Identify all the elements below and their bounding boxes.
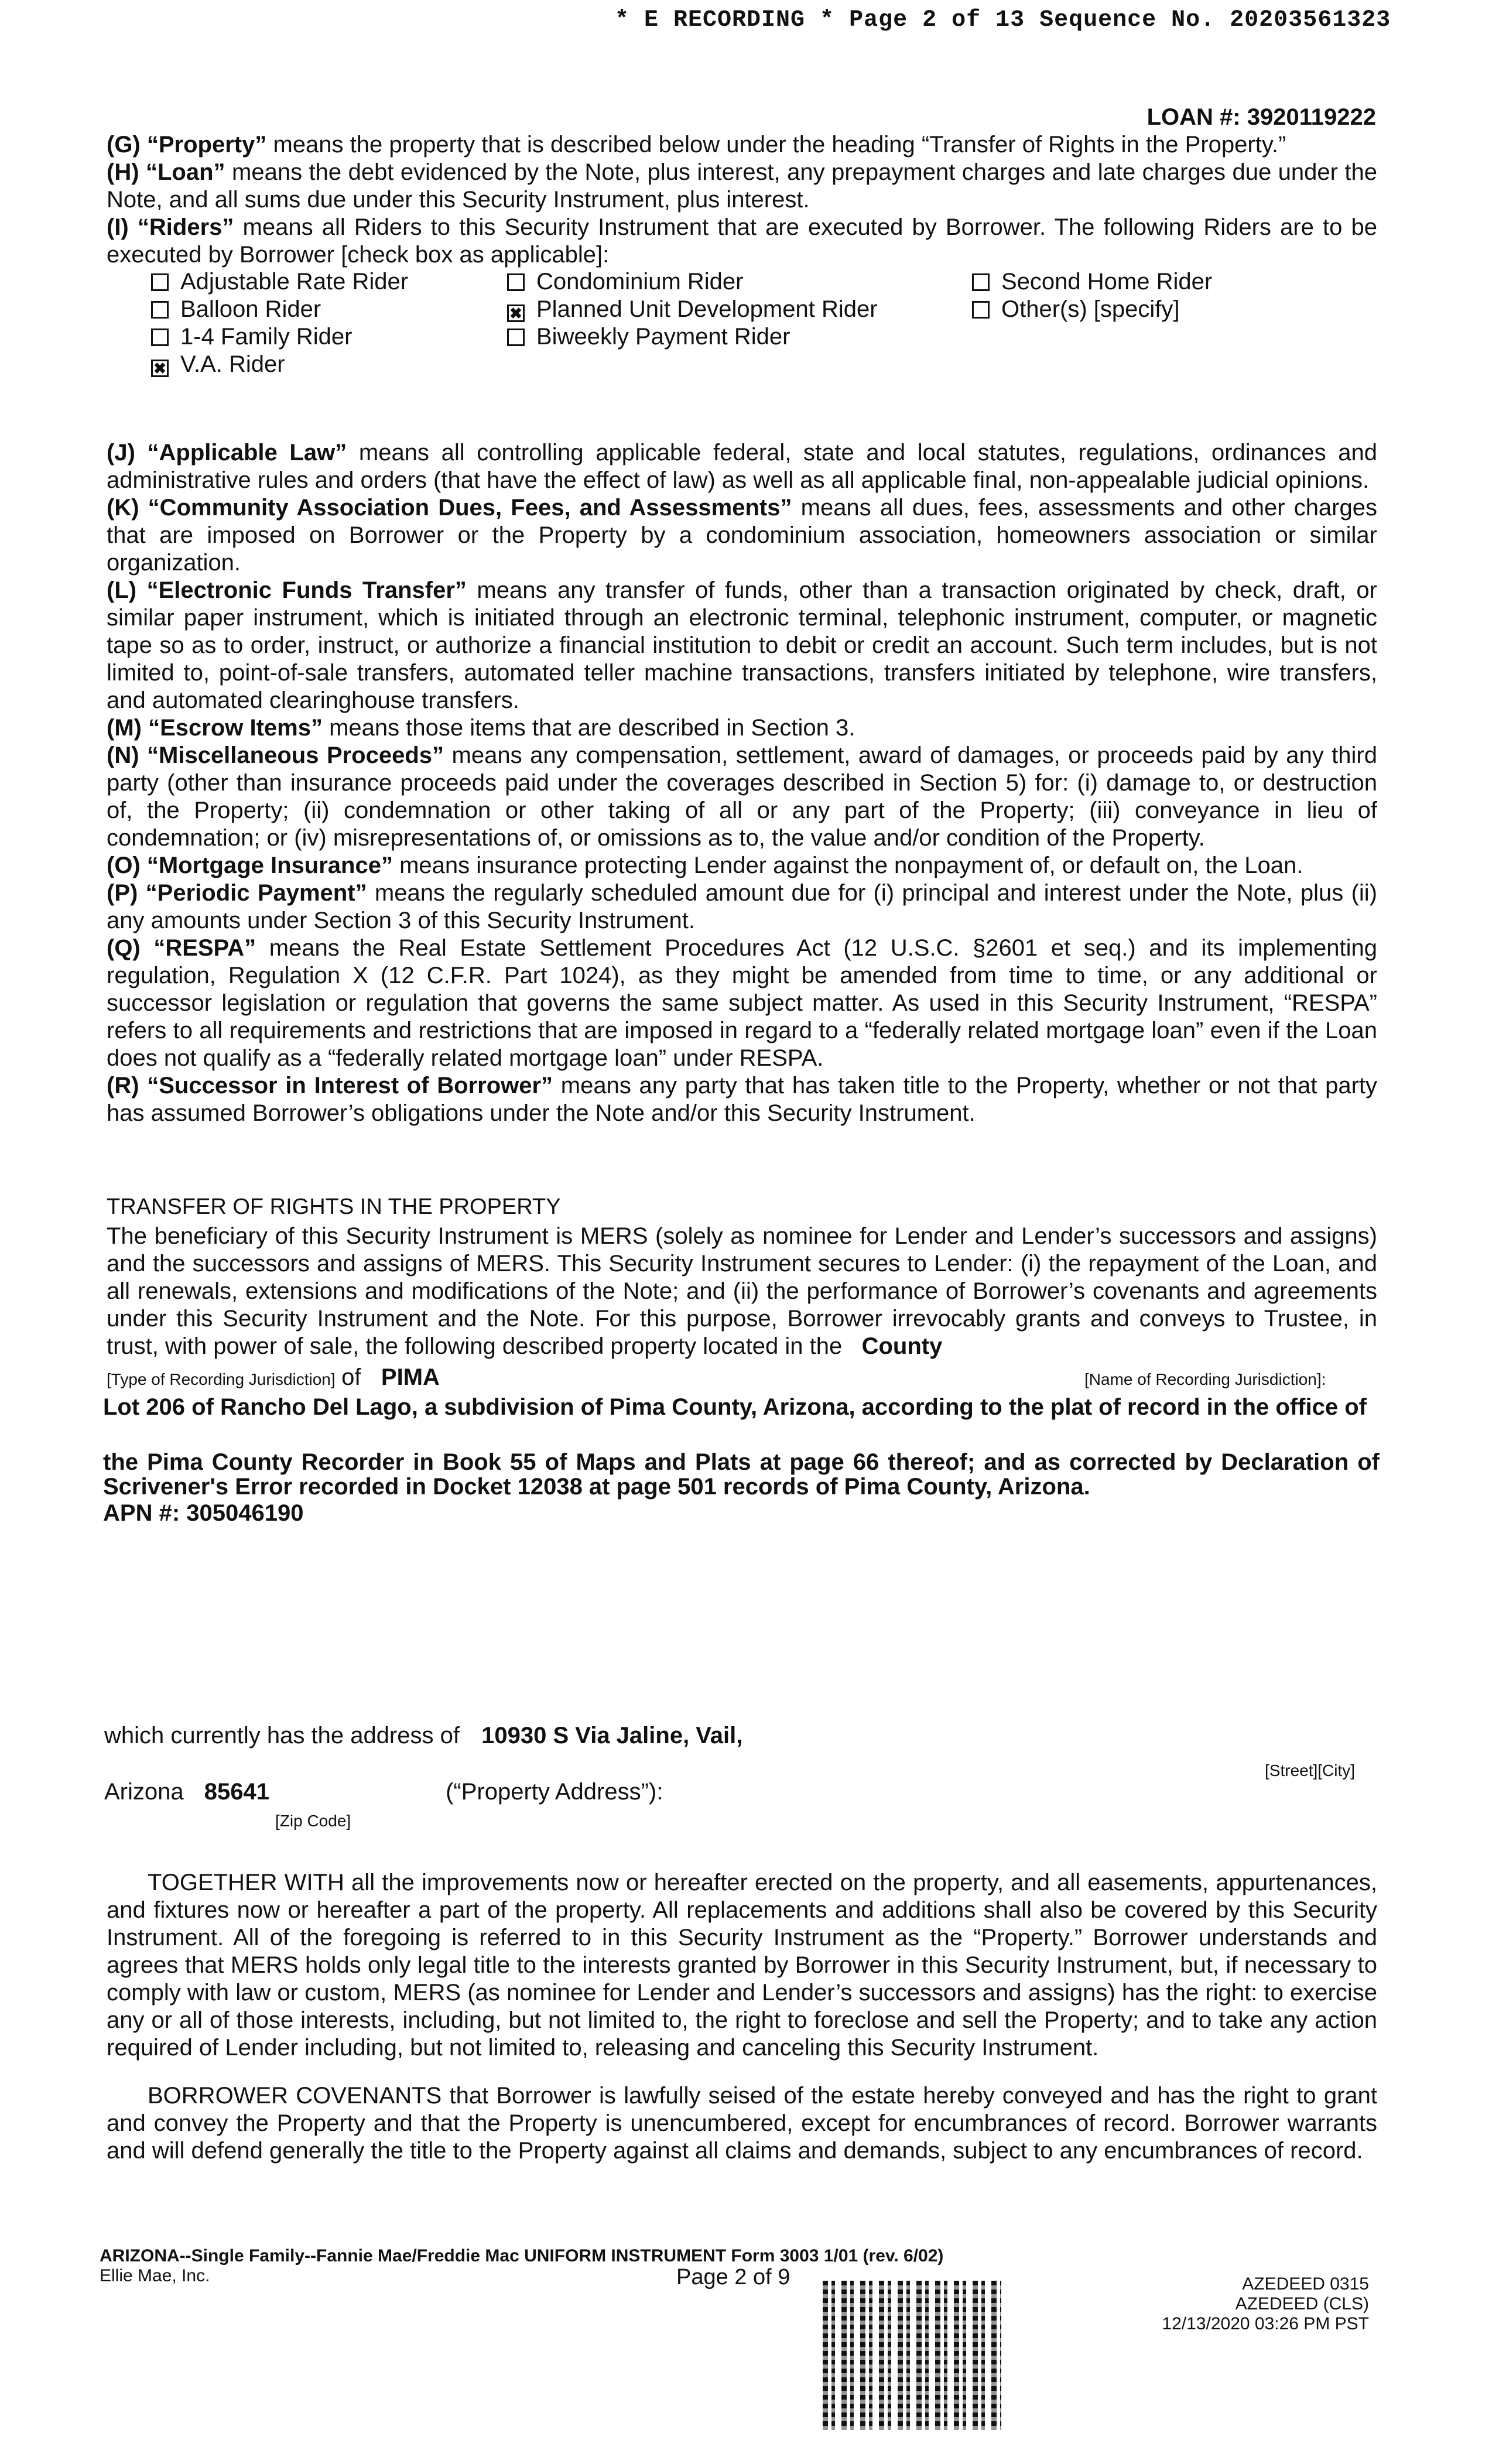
rider-adjustable-rate[interactable]: Adjustable Rate Rider [151,268,408,296]
definition-g-label: (G) “Property” [107,132,267,158]
jurisdiction-type: County [861,1333,943,1359]
definition-i-label: (I) “Riders” [107,214,234,240]
form-code-cls: AZEDEED (CLS) [1235,2294,1369,2314]
street-city: 10930 S Via Jaline, Vail, [481,1723,743,1748]
jurisdiction-line [107,1364,440,1391]
definitions-top [107,131,1377,269]
together-with-paragraph: TOGETHER WITH all the improvements now or hereafter erected on the property, and all easements, appurtenances, and fixtures now or hereafter a part of the property. All replacements and additions shall also be covered by this Security Instrument. All of the foregoing is referred to in this Security Instrument as the “Property.” Borrower understands and agrees that MERS holds only legal title to the interests granted by Borrower in this Security Instrument, but, if necessary to comply with law or custom, MERS (as nominee for Lender and Lender’s successors and assigns) has the right: to exercise any or all of those interests, including, but not limited to, the right to foreclose and sell the Property; and to take any action required of Lender including, but not limited to, releasing and canceling this Security Instrument. [107,1870,1377,2061]
company-name: Ellie Mae, Inc. [100,2266,210,2285]
rider-biweekly-payment[interactable]: Biweekly Payment Rider [507,323,790,351]
transfer-title: TRANSFER OF RIGHTS IN THE PROPERTY [107,1195,561,1219]
loan-number: LOAN #: 3920119222 [1147,104,1376,130]
definition-q: (Q) “RESPA” means the Real Estate Settlement Procedures Act (12 U.S.C. §2601 et seq.) and its implementing regulation, Regulation X (12 C.F.R. Part 1024), as they might be amended from time to time, or any additional or successor legislation or regulation that governs the same subject matter. As used in this Security Instrument, “RESPA” refers to all requirements and restrictions that are imposed in regard to a “federally related mortgage loan” even if the Loan does not qualify as a “federally related mortgage loan” under RESPA. [107,935,1378,1071]
definition-i [107,214,1377,269]
rider-other[interactable]: Other(s) [specify] [972,296,1180,323]
form-code: AZEDEED 0315 [1242,2274,1369,2294]
zip-code-label: [Zip Code] [275,1812,351,1830]
apn-number: APN #: 305046190 [103,1500,304,1526]
address-line [104,1723,742,1749]
street-city-label: [Street][City] [1265,1761,1356,1779]
page-number: Page 2 of 9 [676,2265,790,2290]
address-prefix: which currently has the address of [104,1723,460,1748]
form-name: ARIZONA--Single Family--Fannie Mae/Freddie Mac UNIFORM INSTRUMENT Form 3003 1/01 (rev. 6/02) [100,2246,944,2265]
definition-p: (P) “Periodic Payment” means the regularly scheduled amount due for (i) principal and interest under the Note, plus (ii) any amounts under Section 3 of this Security Instrument. [107,880,1377,933]
definition-h [107,159,1377,214]
definition-m: (M) “Escrow Items” means those items that are described in Section 3. [107,715,855,741]
definition-g-text: means the property that is described below under the heading “Transfer of Rights in the Property.” [266,132,1286,158]
checkbox-icon[interactable] [972,273,990,291]
definition-h-label: (H) “Loan” [107,159,225,185]
legal-description-2: the Pima County Recorder in Book 55 of Maps and Plats at page 66 thereof; and as corrected by Declaration of Scrivener's Error recorded in Docket 12038 at page 501 records of Pima County, Arizona. [103,1449,1380,1500]
jurisdiction-type-label: [Type of Recording Jurisdiction] [107,1370,336,1388]
footer-codes [1162,2274,1369,2334]
checkbox-icon[interactable] [151,301,169,319]
definition-j: (J) “Applicable Law” means all controlling applicable federal, state and local statutes, regulations, ordinances and administrative rules and orders (that have the effect of law) as well as all applicable final, non-appealable judicial opinions. [107,440,1378,493]
checkbox-icon[interactable] [507,273,525,291]
checkbox-checked-icon[interactable]: ✖ [507,304,525,322]
checkbox-icon[interactable] [507,328,525,346]
rider-second-home[interactable]: Second Home Rider [972,268,1212,296]
jurisdiction-name-label: [Name of Recording Jurisdiction]: [1084,1370,1326,1388]
rider-planned-unit-development[interactable]: ✖ Planned Unit Development Rider [507,296,878,323]
rider-1-4-family[interactable]: 1-4 Family Rider [151,323,352,351]
state-zip-line [104,1779,663,1805]
definitions-list [107,439,1377,1127]
checkbox-icon[interactable] [151,273,169,291]
definition-r: (R) “Successor in Interest of Borrower” means any party that has taken title to the Property, whether or not that party has assumed Borrower’s obligations under the Note and/or this Security Instrument. [107,1073,1377,1126]
rider-balloon[interactable]: Balloon Rider [151,296,321,323]
property-address-label: (“Property Address”): [446,1779,663,1805]
checkbox-icon[interactable] [972,301,990,319]
transfer-text: The beneficiary of this Security Instrument is MERS (solely as nominee for Lender and Lender’s successors and assigns) and the successors and assigns of MERS. This Security Instrument secures to Lender: (i) the repayment of the Loan, and all renewals, extensions and modifications of the Note; and (ii) the performance of Borrower’s covenants and agreements under this Security Instrument and the Note. For this purpose, Borrower irrevocably grants and conveys to Trustee, in trust, with power of sale, the following described property located in the County [107,1223,1377,1359]
definition-i-text: means all Riders to this Security Instrument that are executed by Borrower. The following Riders are to be executed by Borrower [check box as applicable]: [107,214,1378,268]
definition-l: (L) “Electronic Funds Transfer” means any transfer of funds, other than a transaction originated by check, draft, or similar paper instrument, which is initiated through an electronic terminal, telephonic instrument, computer, or magnetic tape so as to order, instruct, or authorize a financial institution to debit or credit an account. Such term includes, but is not limited to, point-of-sale transfers, automated teller machine transactions, transfers initiated by telephone, wire transfers, and automated clearinghouse transfers. [107,577,1377,713]
rider-va[interactable]: ✖ V.A. Rider [151,351,285,378]
legal-description-1: Lot 206 of Rancho Del Lago, a subdivision of Pima County, Arizona, according to the plat of record in the office of [103,1394,1367,1420]
definition-h-text: means the debt evidenced by the Note, plus interest, any prepayment charges and late charges due under the Note, and all sums due under this Security Instrument, plus interest. [107,159,1378,213]
definition-k: (K) “Community Association Dues, Fees, and Assessments” means all dues, fees, assessments and other charges that are imposed on Borrower or the Property by a condominium association, homeowners association or similar organization. [107,495,1377,576]
of-word: of [341,1364,361,1390]
borrower-covenants-paragraph: BORROWER COVENANTS that Borrower is lawfully seised of the estate hereby conveyed and has the right to grant and convey the Property and that the Property is unencumbered, except for encumbrances of record. Borrower warrants and will defend generally the title to the Property against all claims and demands, subject to any encumbrances of record. [107,2083,1377,2164]
zip-code: 85641 [204,1779,269,1805]
checkbox-icon[interactable] [151,328,169,346]
jurisdiction-name: PIMA [381,1364,440,1390]
rider-condominium[interactable]: Condominium Rider [507,268,743,296]
recording-header: * E RECORDING * Page 2 of 13 Sequence No. 20203561323 [615,7,1391,33]
footer-form [100,2246,943,2286]
checkbox-checked-icon[interactable]: ✖ [151,360,169,377]
barcode-icon [823,2281,1001,2430]
state: Arizona [104,1779,184,1805]
definition-o: (O) “Mortgage Insurance” means insurance protecting Lender against the nonpayment of, or default on, the Loan. [107,853,1303,878]
definition-n: (N) “Miscellaneous Proceeds” means any compensation, settlement, award of damages, or proceeds paid by any third party (other than insurance proceeds paid under the coverages described in Section 5) for: (i) damage to, or destruction of, the Property; (ii) condemnation or other taking of all or any part of the Property; (iii) conveyance in lieu of condemnation; or (iv) misrepresentations of, or omissions as to, the value and/or condition of the Property. [107,742,1377,851]
definition-g [107,131,1377,159]
footer-timestamp: 12/13/2020 03:26 PM PST [1162,2314,1369,2333]
